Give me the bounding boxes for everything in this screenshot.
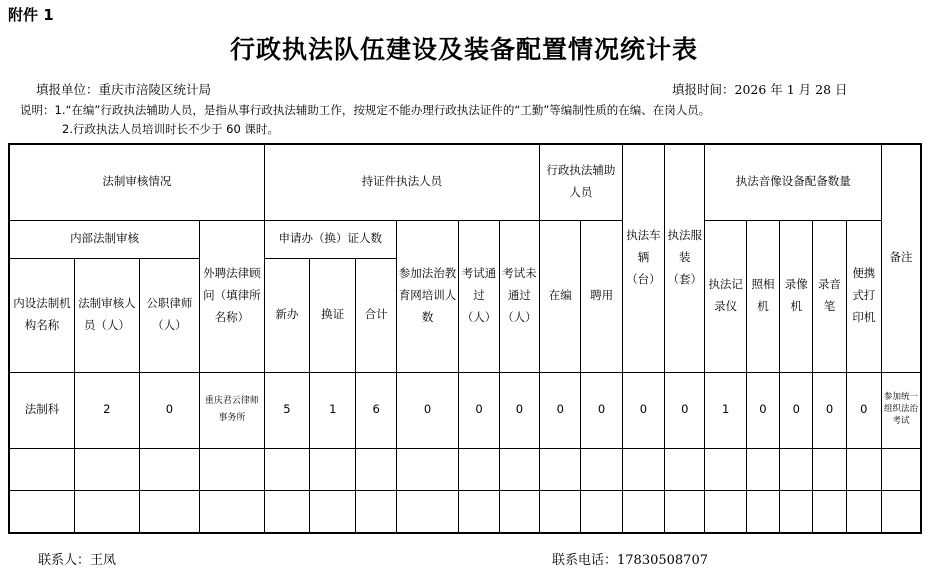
table-row-empty [9, 448, 921, 490]
header-certified-staff: 持证件执法人员 [264, 144, 539, 220]
header-aux-staff: 行政执法辅助人员 [540, 144, 623, 220]
header-renew-cert: 换证 [310, 258, 356, 372]
header-video: 录像机 [780, 220, 813, 372]
cell-dept: 法制科 [9, 372, 75, 448]
header-recorder: 执法记录仪 [705, 220, 746, 372]
cell-hired: 0 [581, 372, 622, 448]
cell-on-staff: 0 [540, 372, 581, 448]
cell-in-house-lawyer: 0 [139, 372, 200, 448]
header-remarks: 备注 [881, 144, 921, 372]
header-uniforms: 执法服装（套） [665, 144, 705, 372]
header-vehicles: 执法车辆（台） [622, 144, 664, 372]
cell-camera: 0 [746, 372, 779, 448]
header-camera: 照相机 [746, 220, 779, 372]
header-training: 参加法治教育网培训人数 [396, 220, 459, 372]
header-total: 合计 [356, 258, 396, 372]
header-apply-cert: 申请办（换）证人数 [264, 220, 396, 258]
attachment-label: 附件 1 [8, 6, 54, 24]
header-new-cert: 新办 [264, 258, 309, 372]
header-exam-fail: 考试未通过（人） [499, 220, 539, 372]
cell-exam-fail: 0 [499, 372, 539, 448]
cell-recorder: 1 [705, 372, 746, 448]
cell-new-cert: 5 [264, 372, 309, 448]
cell-total: 6 [356, 372, 396, 448]
note-1: 说明：1.“在编”行政执法辅助人员，是指从事行政执法辅助工作，按规定不能办理行政执法证件的“工勤”等编制性质的在编、在岗人员。 [20, 103, 711, 117]
cell-video: 0 [780, 372, 813, 448]
table-row-empty [9, 490, 921, 533]
header-exam-pass: 考试通过（人） [459, 220, 499, 372]
cell-counsel: 重庆君云律师事务所 [200, 372, 265, 448]
header-external-counsel: 外聘法律顾问（填律所名称） [200, 220, 265, 372]
header-av-equipment: 执法音像设备配备数量 [705, 144, 882, 220]
header-internal-review: 内部法制审核 [9, 220, 200, 258]
cell-vehicles: 0 [622, 372, 664, 448]
header-reviewers: 法制审核人员（人） [75, 258, 140, 372]
cell-reviewers: 2 [75, 372, 140, 448]
header-on-staff: 在编 [540, 220, 581, 372]
cell-pen: 0 [813, 372, 846, 448]
cell-printer: 0 [846, 372, 881, 448]
note-2: 2.行政执法人员培训时长不少于 60 课时。 [62, 122, 279, 136]
header-dept-name: 内设法制机构名称 [9, 258, 75, 372]
header-legal-review: 法制审核情况 [9, 144, 264, 220]
contact-person: 联系人：王凤 [38, 553, 117, 568]
header-printer: 便携式打印机 [846, 220, 881, 372]
cell-remark: 参加统一组织法治考试 [881, 372, 921, 448]
fill-unit: 填报单位：重庆市涪陵区统计局 [36, 82, 212, 97]
header-in-house-lawyer: 公职律师（人） [139, 258, 200, 372]
fill-time: 填报时间：2026 年 1 月 28 日 [672, 82, 848, 97]
table-row [9, 372, 921, 448]
cell-exam-pass: 0 [459, 372, 499, 448]
header-hired: 聘用 [581, 220, 622, 372]
cell-training: 0 [396, 372, 459, 448]
cell-renew-cert: 1 [310, 372, 356, 448]
contact-phone: 联系电话：17830508707 [552, 553, 708, 568]
page-title: 行政执法队伍建设及装备配置情况统计表 [229, 35, 698, 64]
header-pen: 录音笔 [813, 220, 846, 372]
cell-uniforms: 0 [665, 372, 705, 448]
statistics-table [8, 143, 922, 534]
